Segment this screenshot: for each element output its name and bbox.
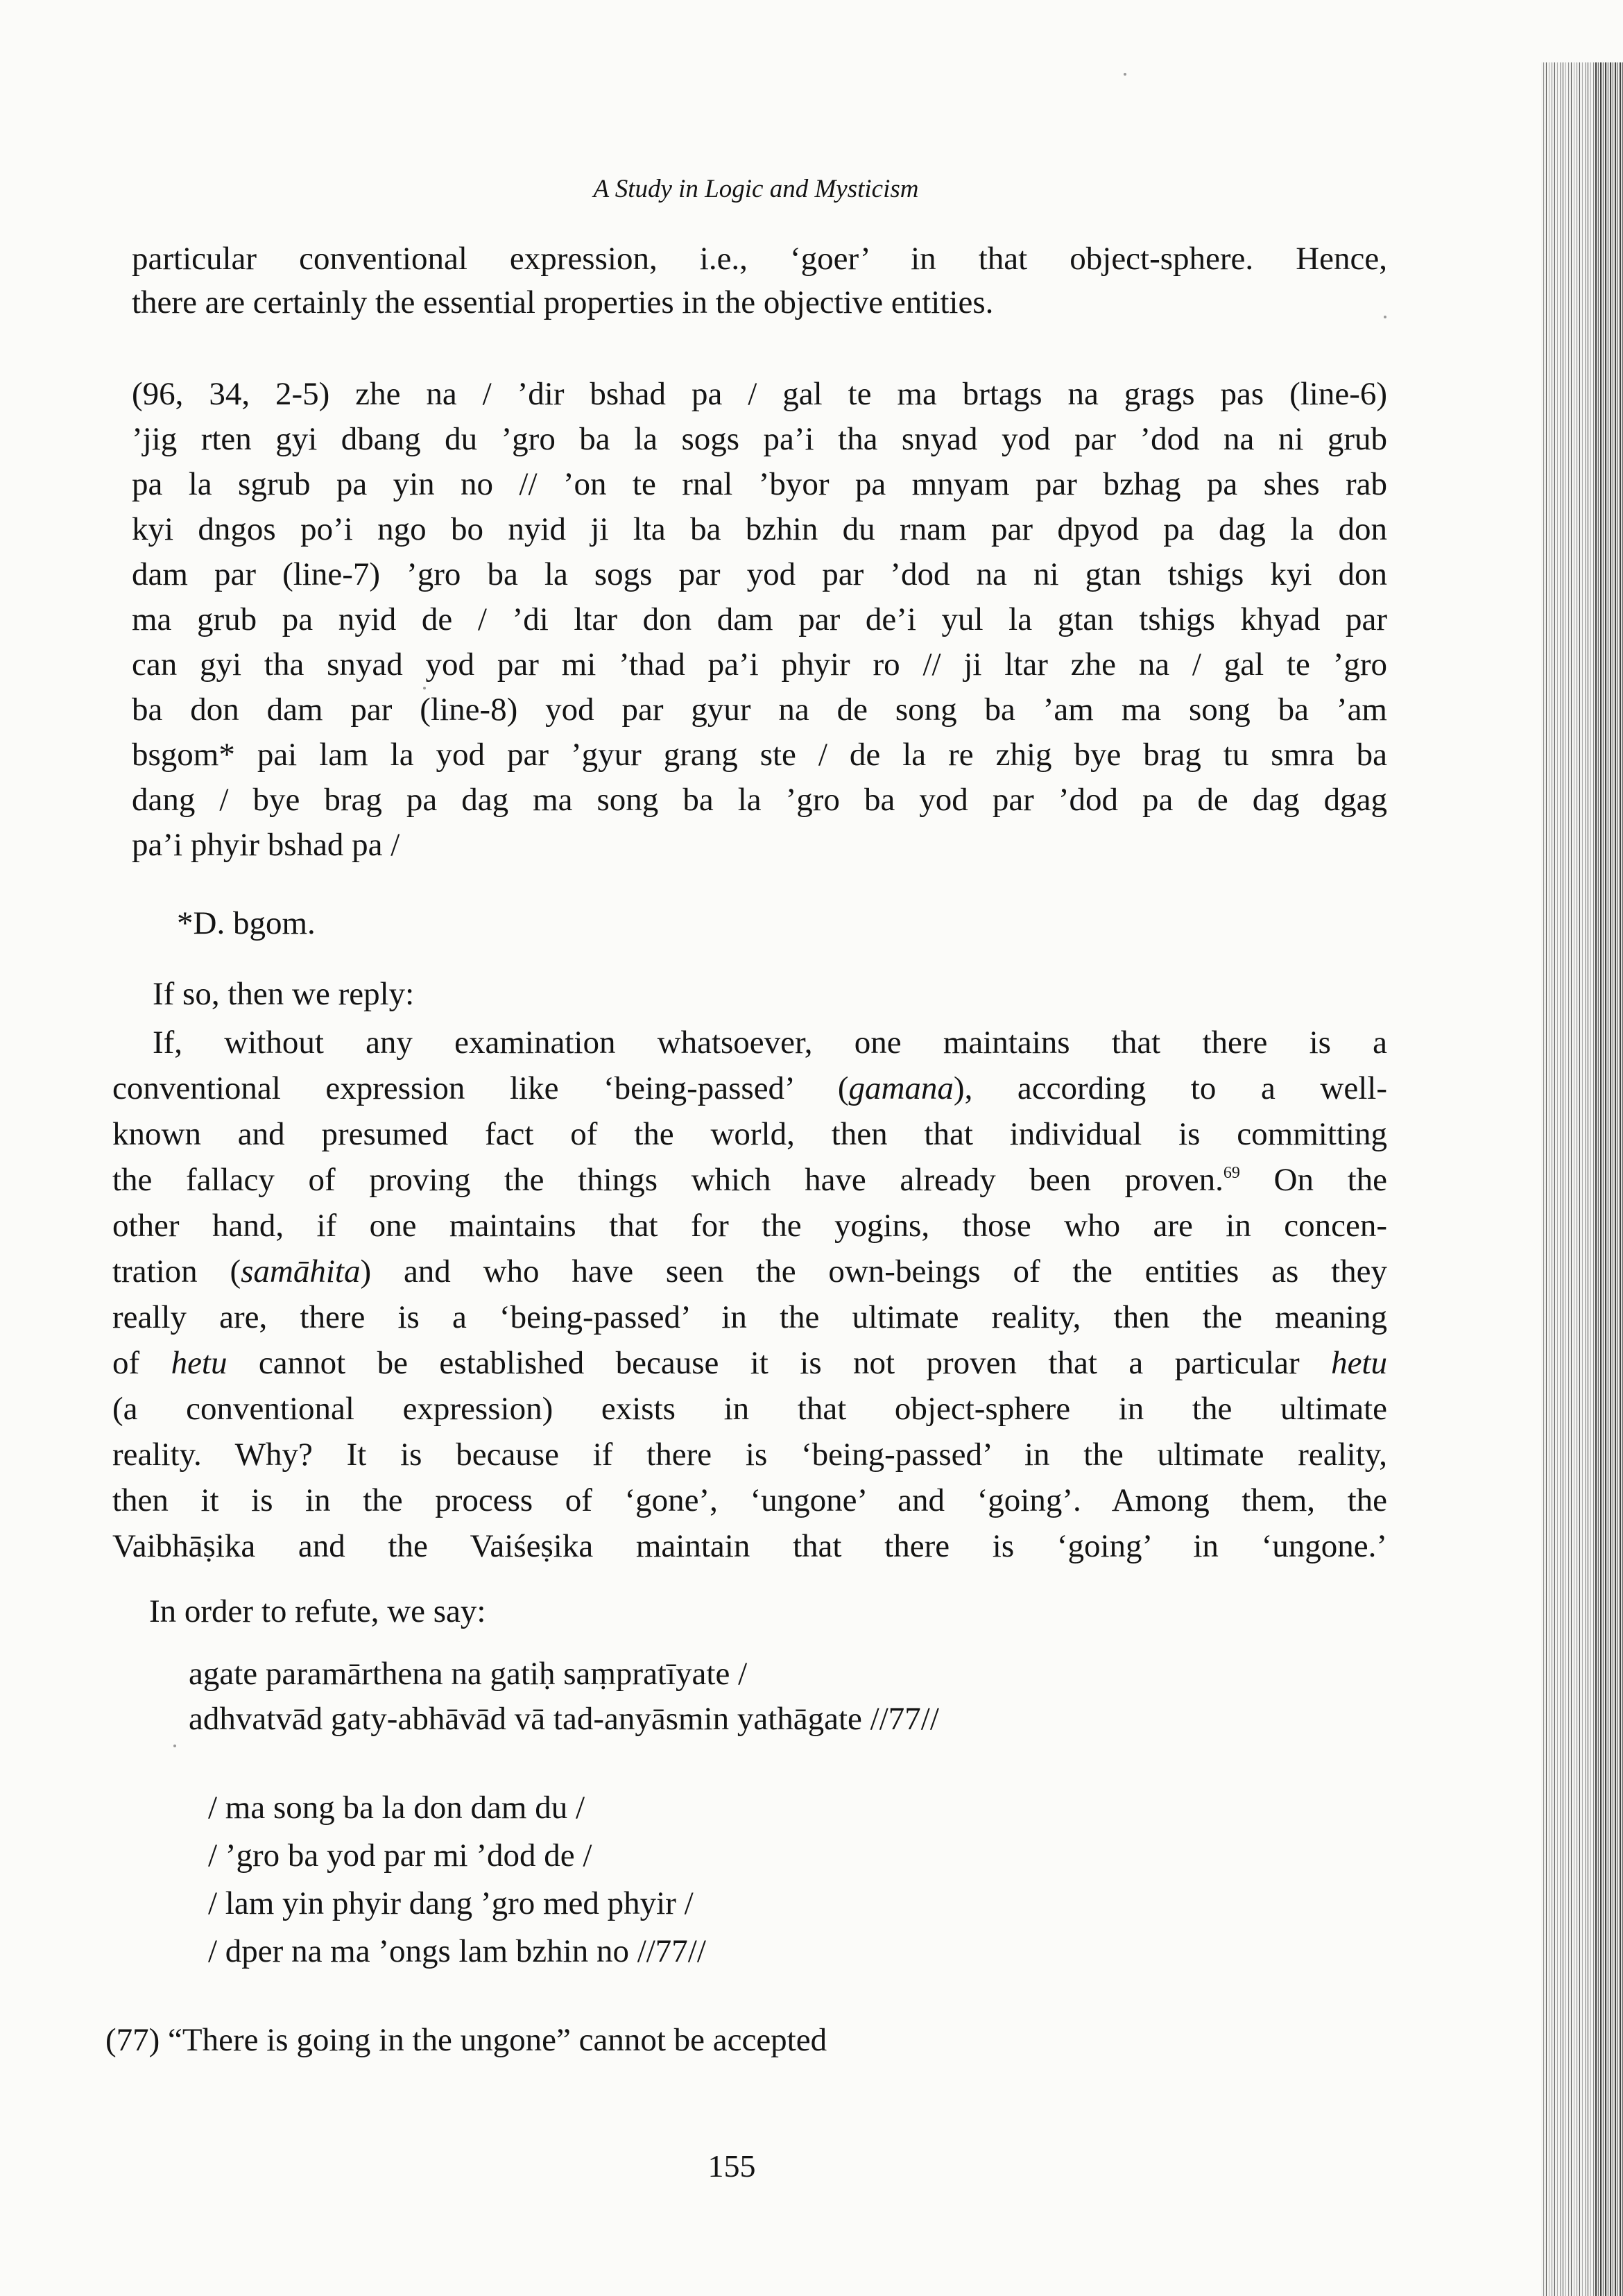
translation-line: Vaibhāṣika and the Vaiśeṣika maintain that there is ‘going’ in ‘ungone.’ [112, 1528, 1387, 1564]
translation-line: conventional expression like ‘being-passed’ (gamana), according to a well- [112, 1070, 1387, 1106]
sanskrit-verse-line: adhvatvād gaty-abhāvād vā tad-anyāsmin yathāgate //77// [189, 1701, 939, 1737]
tibetan-line: pa’i phyir bshad pa / [132, 827, 400, 863]
tibetan-verse-line: / dper na ma ’ongs lam bzhin no //77// [208, 1933, 706, 1969]
translation-line: other hand, if one maintains that for the yogins, those who are in concen- [112, 1208, 1387, 1244]
translation-line: (a conventional expression) exists in that object-sphere in the ultimate [112, 1391, 1387, 1427]
translation-line: the fallacy of proving the things which have already been proven.$^{69}$ On the [112, 1162, 1387, 1198]
sanskrit-term: hetu [171, 1345, 227, 1381]
translation-line: If, without any examination whatsoever, one maintains that there is a [153, 1025, 1387, 1061]
tibetan-line: ma grub pa nyid de / ’di ltar don dam par de’i yul la gtan tshigs khyad par [132, 601, 1387, 637]
translation-line: tration (samāhita) and who have seen the own-beings of the entities as they [112, 1253, 1388, 1290]
translation-line: of hetu cannot be established because it is not proven that a particular hetu [112, 1345, 1387, 1381]
scan-speck [173, 1745, 176, 1747]
tibetan-line: dang / bye brag pa dag ma song ba la ’gro ba yod par ’dod pa de dag dgag [132, 782, 1387, 818]
tibetan-line: ’jig rten gyi dbang du ’gro ba la sogs pa’i tha snyad yod par ’dod na ni grub [132, 421, 1387, 457]
translation-line: then it is in the process of ‘gone’, ‘ungone’ and ‘going’. Among them, the [112, 1482, 1387, 1518]
sanskrit-term: samāhita [241, 1253, 361, 1290]
scanned-binding-edge [1541, 62, 1623, 2296]
text-line: there are certainly the essential properties in the objective entities. [132, 284, 994, 320]
tibetan-line: dam par (line-7) ’gro ba la sogs par yod par ’dod na ni gtan tshigs kyi don [132, 556, 1387, 592]
sanskrit-verse-line: agate paramārthena na gatiḥ saṃpratīyate / [189, 1656, 748, 1692]
text-line: particular conventional expression, i.e., ‘goer’ in that object-sphere. Hence, [132, 241, 1387, 277]
tibetan-verse-line: / ’gro ba yod par mi ’dod de / [208, 1837, 592, 1874]
page-number: 155 [707, 2148, 756, 2184]
sanskrit-term: hetu [1331, 1345, 1387, 1381]
scan-speck [1124, 73, 1126, 76]
sanskrit-term: gamana [848, 1070, 954, 1106]
tibetan-verse-line: / ma song ba la don dam du / [208, 1790, 585, 1826]
variant-note: *D. bgom. [177, 905, 316, 941]
scan-speck [1384, 316, 1386, 318]
reply-intro: If so, then we reply: [153, 976, 415, 1012]
scan-speck [423, 687, 426, 689]
tibetan-line: pa la sgrub pa yin no // ’on te rnal ’byor pa mnyam par bzhag pa shes rab [132, 466, 1387, 502]
tibetan-line: ba don dam par (line-8) yod par gyur na de song ba ’am ma song ba ’am [132, 692, 1387, 728]
translation-line: known and presumed fact of the world, then that individual is committing [112, 1116, 1387, 1152]
translation-line: really are, there is a ‘being-passed’ in the ultimate reality, then the meaning [112, 1299, 1387, 1335]
tibetan-line: kyi dngos po’i ngo bo nyid ji lta ba bzhin du rnam par dpyod pa dag la don [132, 511, 1387, 547]
tibetan-line: bsgom* pai lam la yod par ’gyur grang ste / de la re zhig bye brag tu smra ba [132, 737, 1387, 773]
tibetan-verse-line: / lam yin phyir dang ’gro med phyir / [208, 1885, 694, 1921]
footnote-marker: 69 [1223, 1164, 1240, 1182]
running-header: A Study in Logic and Mysticism [593, 175, 919, 203]
verse-translation-line: (77) “There is going in the ungone” cannot be accepted [105, 2022, 827, 2058]
tibetan-line: can gyi tha snyad yod par mi ’thad pa’i phyir ro // ji ltar zhe na / gal te ’gro [132, 646, 1387, 683]
tibetan-line: (96, 34, 2-5) zhe na / ’dir bshad pa / gal te ma brtags na grags pas (line-6) [132, 376, 1387, 412]
refute-intro: In order to refute, we say: [149, 1593, 486, 1629]
translation-line: reality. Why? It is because if there is ‘being-passed’ in the ultimate reality, [112, 1437, 1387, 1473]
